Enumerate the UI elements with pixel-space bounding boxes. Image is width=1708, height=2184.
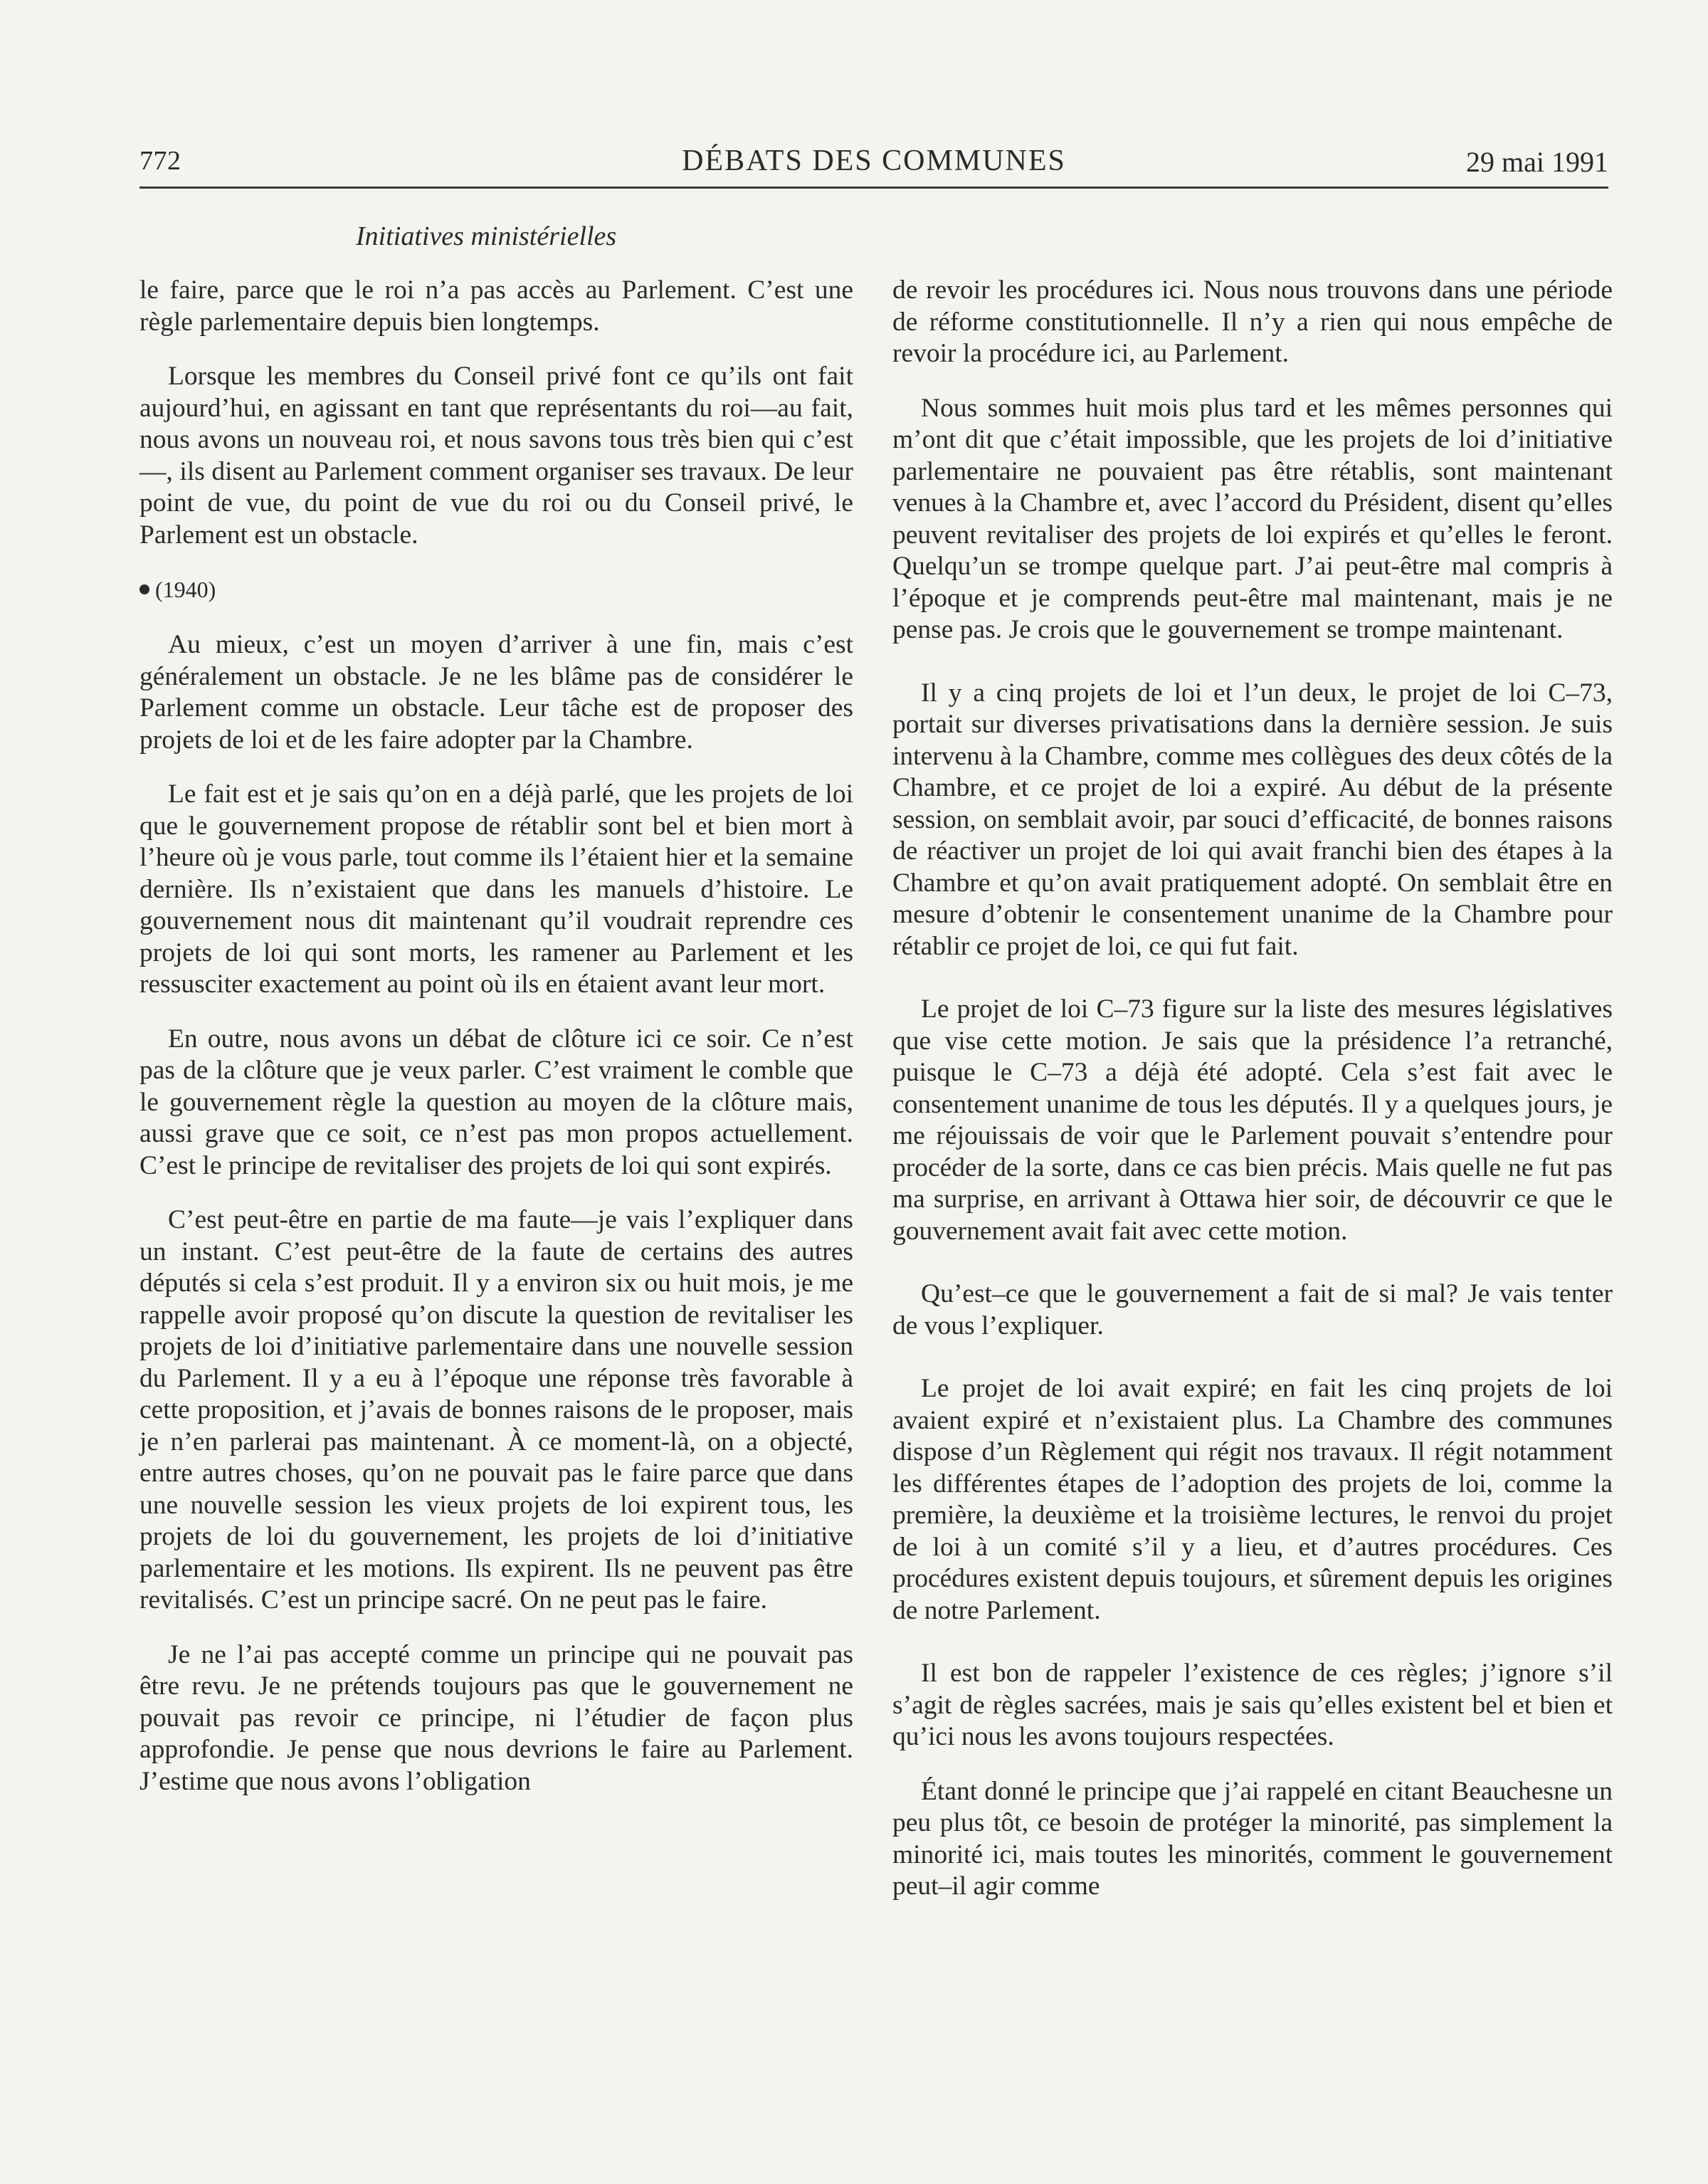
- section-heading: Initiatives ministérielles: [356, 221, 617, 251]
- right-column: [892, 275, 1613, 1903]
- paragraph: le faire, parce que le roi n’a pas accès au Parlement. C’est une règle parlementaire depuis bien longtemps.: [139, 275, 853, 337]
- paragraph: Il est bon de rappeler l’existence de ces règles; j’ignore s’il s’agit de règles sacrées, mais je sais qu’elles existent bel et bien et qu’ici nous les avons toujours respectées.: [892, 1659, 1613, 1751]
- paragraph: Nous sommes huit mois plus tard et les mêmes personnes qui m’ont dit que c’était impossible, que les projets de loi d’initiative parlementaire ne pouvaient pas être rétablis, sont maintenant venues à la Chambre et, avec l’accord du Président, disent qu’elles peuvent revitaliser des projets de loi expirés et qu’elles le feront. Quelqu’un se trompe quelque part. J’ai peut-être mal compris à l’époque et je comprends peut-être mal maintenant, mais je ne pense pas. Je crois que le gouvernement se trompe maintenant.: [892, 393, 1613, 644]
- paragraph: En outre, nous avons un débat de clôture ici ce soir. Ce n’est pas de la clôture que je veux parler. C’est vraiment le comble que le gouvernement règle la question au moyen de la clôture mais, aussi grave que ce soit, ce n’est pas mon propos actuellement. C’est le principe de revitaliser des projets de loi qui sont expirés.: [139, 1024, 853, 1180]
- paragraph: Je ne l’ai pas accepté comme un principe qui ne pouvait pas être revu. Je ne prétends toujours pas que le gouvernement ne pouvait pas revoir ce principe, ni l’étudier de façon plus approfondie. Je pense que nous devrions le faire au Parlement. J’estime que nous avons l’obligation: [139, 1639, 853, 1796]
- paragraph: de revoir les procédures ici. Nous nous trouvons dans une période de réforme constitutionnelle. Il n’y a rien qui nous empêche de revoir la procédure ici, au Parlement.: [892, 275, 1613, 368]
- paragraph: Le projet de loi avait expiré; en fait les cinq projets de loi avaient expiré et n’existaient plus. La Chambre des communes dispose d’un Règlement qui régit nos travaux. Il régit notamment les différentes étapes de l’adoption des projets de loi, comme la première, la deuxième et la troisième lectures, le renvoi du projet de loi à un comité s’il y a lieu, et d’autres procédures. Ces procédures existent depuis toujours, et sûrement depuis les origines de notre Parlement.: [892, 1374, 1613, 1625]
- time-marker-label: (1940): [155, 577, 216, 602]
- left-column: [139, 275, 853, 1797]
- paragraph: Lorsque les membres du Conseil privé font ce qu’ils ont fait aujourd’hui, en agissant en tant que représentants du roi—au fait, nous avons un nouveau roi, et nous savons tous très bien qui c’est—, ils disent au Parlement comment organiser ses travaux. De leur point de vue, du point de vue du roi ou du Conseil privé, le Parlement est un obstacle.: [139, 362, 853, 550]
- page-number: 772: [139, 146, 181, 176]
- publication-title: DÉBATS DES COMMUNES: [682, 145, 1066, 177]
- paragraph: Qu’est–ce que le gouvernement a fait de si mal? Je vais tenter de vous l’expliquer.: [892, 1279, 1613, 1340]
- paragraph: Le projet de loi C–73 figure sur la liste des mesures législatives que vise cette motion. Je sais que la présidence l’a retranché, puisque le C–73 a déjà été adopté. Cela s’est fait avec le consentement unanime de tous les députés. Il y a quelques jours, je me réjouissais de voir que le Parlement pouvait s’entendre pour procéder de la sorte, dans ce cas bien précis. Mais quelle ne fut pas ma surprise, en arrivant à Ottawa hier soir, de découvrir ce que le gouvernement avait fait avec cette motion.: [892, 994, 1613, 1246]
- time-marker: [139, 575, 853, 604]
- header-rule: [139, 187, 1608, 189]
- paragraph: Il y a cinq projets de loi et l’un deux, le projet de loi C–73, portait sur diverses privatisations dans la dernière session. Je suis intervenu à la Chambre, comme mes collègues des deux côtés de la Chambre, et ce projet de loi a expiré. Au début de la présente session, on semblait avoir, par souci d’efficacité, de bonnes raisons de réactiver un projet de loi qui avait franchi bien des étapes à la Chambre et qu’on avait pratiquement adopté. On semblait être en mesure d’obtenir le consentement unanime de la Chambre pour rétablir ce projet de loi, ce qui fut fait.: [892, 678, 1613, 961]
- page-header: [139, 142, 1608, 188]
- bullet-icon: [139, 584, 149, 594]
- paragraph: Étant donné le principe que j’ai rappelé en citant Beauchesne un peu plus tôt, ce besoin de protéger la minorité, pas simplement la minorité ici, mais toutes les minorités, comment le gouvernement peut–il agir comme: [892, 1776, 1613, 1901]
- paragraph: C’est peut-être en partie de ma faute—je vais l’expliquer dans un instant. C’est peut-être de la faute de certains des autres députés si cela s’est produit. Il y a environ six ou huit mois, je me rappelle avoir proposé qu’on discute la question de revitaliser les projets de loi d’initiative parlementaire dans une nouvelle session du Parlement. Il y a eu à l’époque une réponse très favorable à cette proposition, et j’avais de bonnes raisons de le proposer, mais je n’en parlerai pas maintenant. À ce moment-là, on a objecté, entre autres choses, qu’on ne pouvait pas le faire parce que dans une nouvelle session les vieux projets de loi expirent tous, les projets de loi du gouvernement, les projets de loi d’initiative parlementaire et les motions. Ils expirent. Ils ne peuvent pas être revitalisés. C’est un principe sacré. On ne peut pas le faire.: [139, 1205, 853, 1615]
- publication-date: 29 mai 1991: [1466, 146, 1608, 178]
- paragraph: Le fait est et je sais qu’on en a déjà parlé, que les projets de loi que le gouvernement propose de rétablir sont bel et bien mort à l’heure où je vous parle, tout comme ils l’étaient hier et la semaine dernière. Ils n’existaient que dans les manuels d’histoire. Le gouvernement nous dit maintenant qu’il voudrait reprendre ces projets de loi qui sont morts, les ramener au Parlement et les ressusciter exactement au point où ils en étaient avant leur mort.: [139, 779, 853, 999]
- paragraph: Au mieux, c’est un moyen d’arriver à une fin, mais c’est généralement un obstacle. Je ne les blâme pas de considérer le Parlement comme un obstacle. Leur tâche est de proposer des projets de loi et de les faire adopter par la Chambre.: [139, 630, 853, 755]
